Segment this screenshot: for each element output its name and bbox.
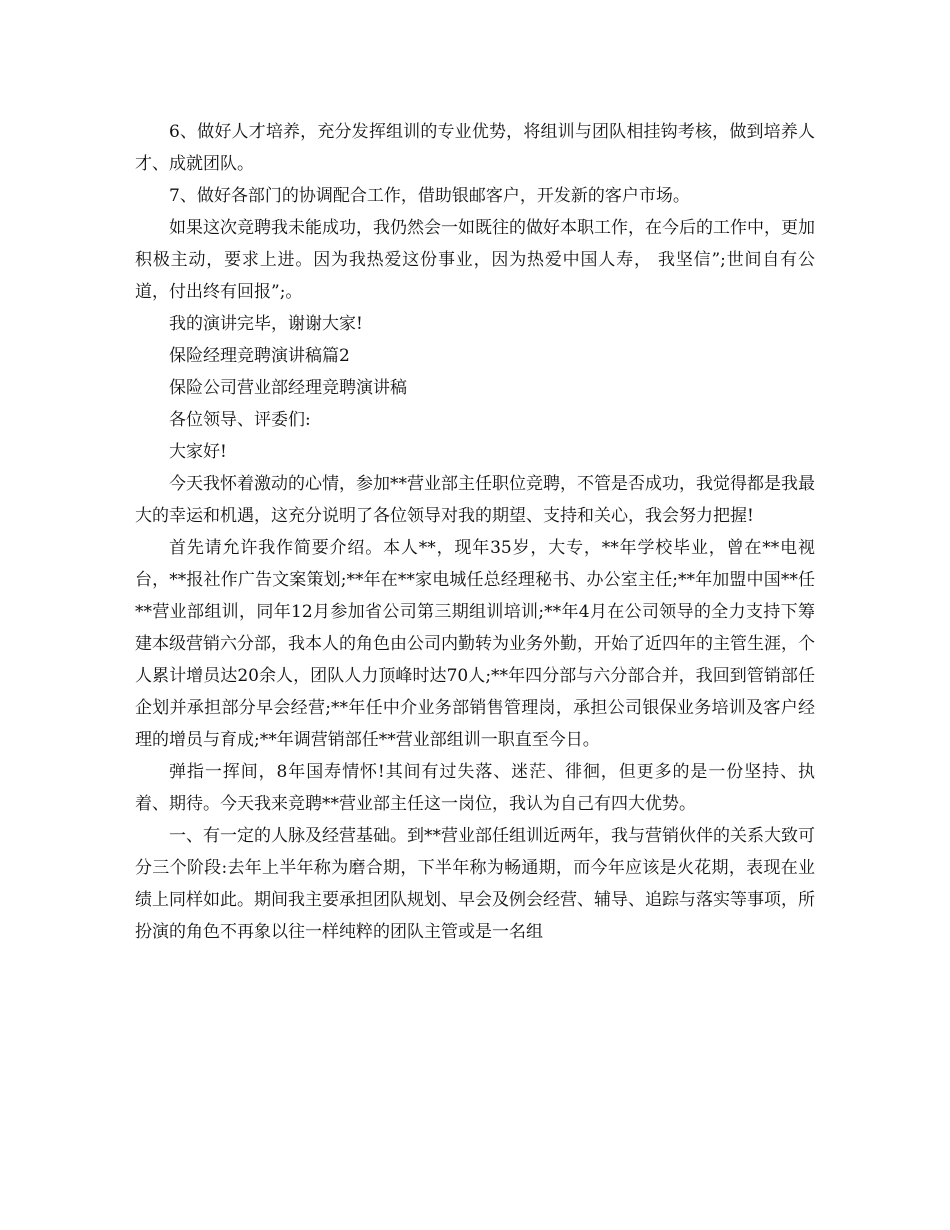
paragraph-self-introduction: 首先请允许我作简要介绍。本人**，现年35岁，大专，**年学校毕业，曾在**电视台，**报社作广告文案策划;**年在**家电城任总经理秘书、办公室主任;**年加盟中国**任**营业部组训，同年12月参加省公司第三期组训培训;**年4月在公司领导的全力支持下筹建本级营销六分部，我本人的角色由公司内勤转为业务外勤，开始了近四年的主管生涯，个人累计增员达20余人，团队人力顶峰时达70人;**年四分部与六分部合并，我回到管销部任企划并承担部分早会经营;**年任中介业务部销售管理岗，承担公司银保业务培训及客户经理的增员与育成;**年调营销部任**营业部组训一职直至今日。 [135, 538, 815, 750]
greeting: 大家好! [169, 442, 227, 462]
paragraph-item-7-coordination: 7、做好各部门的协调配合工作，借助银邮客户，开发新的客户市场。 [169, 186, 690, 206]
paragraph-eight-years: 弹指一挥间，8年国寿情怀!其间有过失落、迷茫、徘徊，但更多的是一份坚持、执着、期待。今天我来竞聘**营业部主任这一岗位，我认为自己有四大优势。 [135, 762, 815, 814]
paragraph-speech-end: 我的演讲完毕，谢谢大家! [169, 314, 363, 334]
speech-title: 保险公司营业部经理竞聘演讲稿 [169, 378, 407, 398]
document-body [135, 116, 815, 948]
paragraph-item-6-talent: 6、做好人才培养，充分发挥组训的专业优势，将组训与团队相挂钩考核，做到培养人才、成就团队。 [135, 122, 815, 174]
section-title-part-2: 保险经理竞聘演讲稿篇2 [169, 346, 350, 366]
paragraph-if-not-successful: 如果这次竞聘我未能成功，我仍然会一如既往的做好本职工作，在今后的工作中，更加积极主动，要求上进。因为我热爱这份事业，因为热爱中国人寿， 我坚信”;世间自有公道，付出终有回报”;。 [135, 218, 815, 302]
paragraph-advantage-one: 一、有一定的人脉及经营基础。到**营业部任组训近两年，我与营销伙伴的关系大致可分三个阶段:去年上半年称为磨合期，下半年称为畅通期，而今年应该是火花期，表现在业绩上同样如此。期间我主要承担团队规划、早会及例会经营、辅导、追踪与落实等事项，所扮演的角色不再象以往一样纯粹的团队主管或是一名组 [135, 826, 815, 942]
salutation: 各位领导、评委们: [169, 410, 311, 430]
paragraph-opening: 今天我怀着激动的心情，参加**营业部主任职位竞聘，不管是否成功，我觉得都是我最大的幸运和机遇，这充分说明了各位领导对我的期望、支持和关心，我会努力把握! [135, 474, 815, 526]
